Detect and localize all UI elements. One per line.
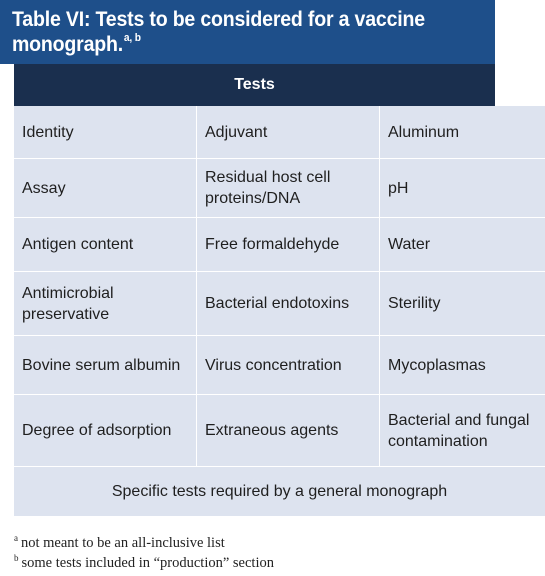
table-title-text: Table VI: Tests to be considered for a vaccine monograph. bbox=[12, 8, 425, 56]
table-cell: Free formaldehyde bbox=[197, 218, 380, 272]
table-row bbox=[14, 336, 545, 395]
table-cell: Antimicrobial preservative bbox=[14, 272, 197, 336]
tests-grid bbox=[14, 106, 545, 517]
table-cell: Assay bbox=[14, 159, 197, 218]
table-cell: Aluminum bbox=[380, 106, 545, 159]
table-cell: Extraneous agents bbox=[197, 395, 380, 467]
footnote-marker: b bbox=[14, 553, 19, 564]
table-cell: Water bbox=[380, 218, 545, 272]
table-cell: Virus concentration bbox=[197, 336, 380, 395]
table-cell: Mycoplasmas bbox=[380, 336, 545, 395]
table-footer-row bbox=[14, 467, 545, 517]
table-title bbox=[12, 7, 496, 57]
table-cell: Sterility bbox=[380, 272, 545, 336]
footnote-text: some tests included in “production” section bbox=[21, 555, 274, 571]
table-row bbox=[14, 272, 545, 336]
tests-column-header: Tests bbox=[14, 64, 495, 106]
table-cell: Degree of adsorption bbox=[14, 395, 197, 467]
table-cell: Antigen content bbox=[14, 218, 197, 272]
table-cell: Bacterial endotoxins bbox=[197, 272, 380, 336]
table-cell: Residual host cell proteins/DNA bbox=[197, 159, 380, 218]
footnote-b bbox=[14, 553, 484, 573]
table-row bbox=[14, 218, 545, 272]
table-cell: Adjuvant bbox=[197, 106, 380, 159]
footnote-marker: a bbox=[14, 533, 18, 544]
footnote-text: not meant to be an all-inclusive list bbox=[21, 535, 225, 551]
table-cell: Identity bbox=[14, 106, 197, 159]
footnote-a bbox=[14, 533, 484, 553]
table-title-bar bbox=[0, 0, 495, 64]
table-row bbox=[14, 395, 545, 467]
footnotes bbox=[14, 533, 484, 573]
title-footnote-markers: a, b bbox=[123, 32, 141, 44]
table-row bbox=[14, 159, 545, 218]
table-cell: Bovine serum albumin bbox=[14, 336, 197, 395]
table-cell: Bacterial and fungal contamination bbox=[380, 395, 545, 467]
table-row bbox=[14, 106, 545, 159]
table-cell: pH bbox=[380, 159, 545, 218]
footer-cell: Specific tests required by a general monograph bbox=[14, 467, 545, 517]
tests-table bbox=[14, 64, 530, 517]
